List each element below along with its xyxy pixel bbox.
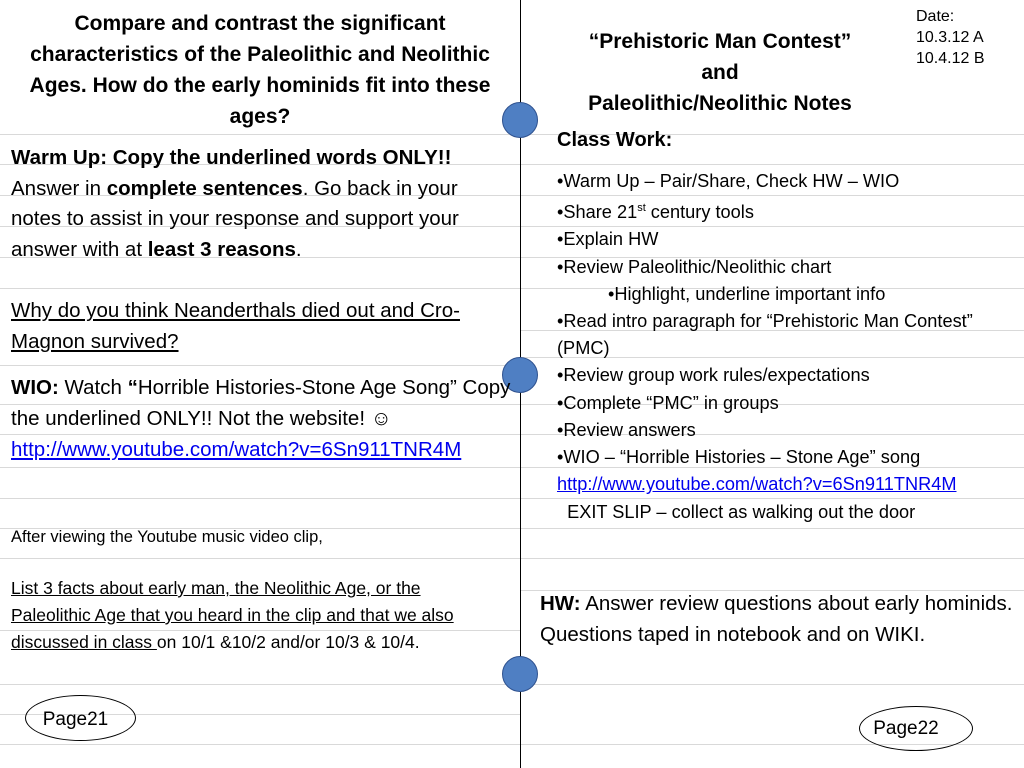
list-item: •Review group work rules/expectations <box>557 365 870 386</box>
list-subitem: •Highlight, underline important info <box>608 283 886 304</box>
ruled-line <box>0 288 520 289</box>
after-viewing-text: After viewing the Youtube music video clip, <box>11 528 323 546</box>
page-number-oval <box>25 695 136 741</box>
wio-text: Watch <box>58 376 128 399</box>
date-value-b: 10.4.12 B <box>916 50 985 67</box>
list-item <box>557 471 1017 525</box>
list-item-text: •Share 21 <box>557 202 638 223</box>
warm-up-emphasis: complete sentences <box>106 176 303 200</box>
wio-label: WIO: <box>11 376 59 399</box>
list-item: •Review answers <box>557 419 696 440</box>
homework-label: HW: <box>540 592 581 615</box>
ruled-line <box>0 684 520 685</box>
warm-up-question: Why do you think Neanderthals died out and Cro-Magnon survived? <box>11 299 460 353</box>
right-title-line: Paleolithic/Neolithic Notes <box>588 92 852 115</box>
warm-up-block <box>11 143 511 265</box>
ruled-line <box>520 684 1024 685</box>
right-page-title <box>560 26 880 119</box>
right-title-line: and <box>701 61 739 84</box>
list-item: •Read intro paragraph for “Prehistoric Man Contest” (PMC) <box>557 311 973 359</box>
wio-block <box>11 372 511 465</box>
date-value-a: 10.3.12 A <box>916 29 984 46</box>
ruled-line <box>0 558 520 559</box>
list-item: •Review Paleolithic/Neolithic chart <box>557 256 832 277</box>
ruled-line <box>0 365 520 366</box>
ruled-line <box>0 744 520 745</box>
ruled-line <box>0 467 520 468</box>
list-item: •Explain HW <box>557 229 659 250</box>
warm-up-text: Answer in <box>11 176 107 200</box>
ruled-line <box>520 164 1024 165</box>
date-block <box>916 6 985 69</box>
facts-underlined-text: List 3 facts about early man, the Neolithic Age, or the Paleolithic Age that you heard in the clip and that we also discussed in class <box>11 578 454 652</box>
list-item: •Warm Up – Pair/Share, Check HW – WIO <box>557 171 900 191</box>
class-work-heading: Class Work: <box>557 129 673 151</box>
list-item: •WIO – “Horrible Histories – Stone Age” song <box>557 447 921 468</box>
warm-up-text: . <box>295 237 302 261</box>
wio-video-link[interactable]: http://www.youtube.com/watch?v=6Sn911TNR4M <box>557 474 957 495</box>
binder-hole-icon <box>502 656 538 692</box>
page-number-right: Page22 <box>873 717 939 739</box>
list-item-text: century tools <box>645 202 754 223</box>
list-item: •Complete “PMC” in groups <box>557 392 779 413</box>
left-page-title: Compare and contrast the significant characteristics of the Paleolithic and Neolithic Ages. How do the early hominids fit into these ages? <box>29 12 491 128</box>
date-label: Date: <box>916 8 955 25</box>
page-number-oval <box>859 706 973 751</box>
ruled-line <box>520 528 1024 529</box>
warm-up-emphasis: least 3 reasons <box>147 237 296 261</box>
homework-block <box>540 588 1020 650</box>
list-item <box>557 195 1017 226</box>
class-work-list <box>557 168 1017 526</box>
facts-dates-text: on 10/1 &10/2 and/or 10/3 & 10/4. <box>156 632 420 652</box>
right-title-line: “Prehistoric Man Contest” <box>588 30 852 53</box>
ruled-line <box>0 134 520 135</box>
ruled-line <box>0 498 520 499</box>
ordinal-suffix: st <box>637 202 646 215</box>
exit-slip-text: EXIT SLIP – collect as walking out the door <box>557 501 916 522</box>
facts-prompt <box>11 575 491 656</box>
page-number-left: Page21 <box>42 709 109 730</box>
homework-text: Answer review questions about early hominids. Questions taped in notebook and on WIKI. <box>540 592 1013 646</box>
wio-text: Horrible Histories-Stone Age Song” Copy the underlined ONLY!! Not the website! ☺ <box>11 376 511 430</box>
warm-up-text: . Go back in your notes to assist in your response and support your answer with at <box>11 176 459 261</box>
warm-up-heading: Warm Up: Copy the underlined words ONLY!! <box>11 146 452 169</box>
wio-quote-mark: “ <box>127 376 138 399</box>
wio-video-link[interactable]: http://www.youtube.com/watch?v=6Sn911TNR4M <box>11 438 462 461</box>
ruled-line <box>520 558 1024 559</box>
